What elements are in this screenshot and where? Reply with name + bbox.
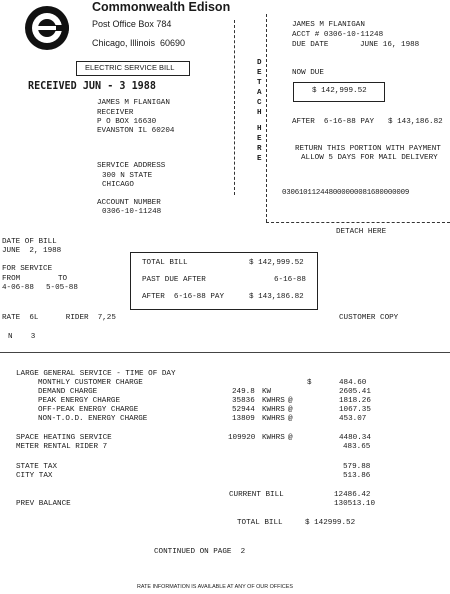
company-address-line2: Chicago, Illinois 60690: [92, 38, 186, 48]
stub-now-due-amount: $ 142,999.52: [312, 87, 367, 95]
summary-past-due-label: PAST DUE AFTER: [142, 276, 206, 284]
here-letter-r: R: [257, 145, 262, 153]
charge-row-label: PEAK ENERGY CHARGE: [38, 397, 121, 405]
summary-total-label: TOTAL BILL: [142, 259, 188, 267]
charge-row-flag: @: [288, 397, 293, 405]
charge-row-qty: 35836: [232, 397, 255, 405]
n-line: N 3: [8, 333, 36, 341]
meter-rental-amount: 483.65: [343, 443, 371, 451]
stub-return-line1: RETURN THIS PORTION WITH PAYMENT: [295, 145, 441, 153]
stub-due-date: JUNE 16, 1988: [360, 41, 420, 49]
charge-row-flag: $: [307, 379, 312, 387]
account-number: 0306-10-11248: [102, 208, 162, 216]
stub-after-label: AFTER 6-16-88 PAY: [292, 118, 375, 126]
charge-row-flag: @: [288, 406, 293, 414]
current-bill-amount: 12486.42: [334, 491, 371, 499]
meter-rental-label: METER RENTAL RIDER 7: [16, 443, 108, 451]
customer-line2: RECEIVER: [97, 109, 134, 117]
summary-total-value: $ 142,999.52: [249, 259, 304, 267]
stub-scan-line: 030610112448000000081680000009: [282, 189, 410, 197]
charge-row-label: MONTHLY CUSTOMER CHARGE: [38, 379, 143, 387]
detach-letter-d: D: [257, 59, 262, 67]
company-address-line1: Post Office Box 784: [92, 19, 172, 29]
bill-date: JUNE 2, 1988: [2, 247, 62, 255]
detach-letter-a: A: [257, 89, 262, 97]
summary-after-value: $ 143,186.82: [249, 293, 304, 301]
detach-vertical-line: [266, 14, 267, 222]
account-number-label: ACCOUNT NUMBER: [97, 199, 161, 207]
rate-line: RATE 6L RIDER 7,25: [2, 314, 116, 322]
here-letter-h: H: [257, 125, 262, 133]
detach-letter-c: C: [257, 99, 262, 107]
charge-row-label: DEMAND CHARGE: [38, 388, 98, 396]
service-header: LARGE GENERAL SERVICE - TIME OF DAY: [16, 370, 176, 378]
service-to-date: 5-05-88: [46, 284, 78, 292]
stub-name: JAMES M FLANIGAN: [292, 21, 365, 29]
charge-row-flag: @: [288, 415, 293, 423]
city-tax-label: CITY TAX: [16, 472, 53, 480]
detach-letter-t: T: [257, 79, 262, 87]
charge-row-amount: 2605.41: [339, 388, 371, 396]
customer-line3: P O BOX 16630: [97, 118, 157, 126]
prev-balance-amount: 130513.10: [334, 500, 376, 508]
space-heating-label: SPACE HEATING SERVICE: [16, 434, 112, 442]
here-letter-e2: E: [257, 155, 262, 163]
charge-row-unit: KW: [262, 388, 272, 396]
customer-name: JAMES M FLANIGAN: [97, 99, 170, 107]
service-from-label: FROM: [2, 275, 21, 283]
charge-row-qty: 52944: [232, 406, 255, 414]
summary-after-label: AFTER 6-16-88 PAY: [142, 293, 225, 301]
space-heating-qty: 109920: [228, 434, 256, 442]
customer-line4: EVANSTON IL 60204: [97, 127, 175, 135]
service-address-line1: 300 N STATE: [102, 172, 153, 180]
service-address-line2: CHICAGO: [102, 181, 134, 189]
detach-horizontal-line: [266, 222, 450, 223]
company-name: Commonwealth Edison: [92, 0, 231, 14]
current-bill-label: CURRENT BILL: [229, 491, 284, 499]
space-heating-amount: 4480.34: [339, 434, 371, 442]
bill-date-label: DATE OF BILL: [2, 238, 57, 246]
charge-row-qty: 13809: [232, 415, 255, 423]
charge-row-label: NON-T.O.D. ENERGY CHARGE: [38, 415, 148, 423]
charge-row-unit: KWHRS: [262, 415, 285, 423]
service-to-label: TO: [58, 275, 68, 283]
charge-row-unit: KWHRS: [262, 406, 285, 414]
bill-label: ELECTRIC SERVICE BILL: [85, 63, 175, 72]
charge-row-amount: 1067.35: [339, 406, 371, 414]
state-tax-amount: 579.88: [343, 463, 371, 471]
detach-left-marks: [234, 20, 235, 195]
here-letter-e: E: [257, 135, 262, 143]
footer-rate-info: RATE INFORMATION IS AVAILABLE AT ANY OF OUR OFFICES: [137, 584, 293, 590]
service-period-label: FOR SERVICE: [2, 265, 53, 273]
charge-row-amount: 484.60: [339, 379, 367, 387]
total-bill-label: TOTAL BILL: [237, 519, 283, 527]
stub-return-line2: ALLOW 5 DAYS FOR MAIL DELIVERY: [301, 154, 438, 162]
service-address-label: SERVICE ADDRESS: [97, 162, 166, 170]
detach-letter-h: H: [257, 109, 262, 117]
summary-past-due-value: 6-16-88: [274, 276, 306, 284]
stub-due-label: DUE DATE: [292, 41, 329, 49]
state-tax-label: STATE TAX: [16, 463, 58, 471]
detach-here-label: DETACH HERE: [336, 228, 387, 236]
city-tax-amount: 513.86: [343, 472, 371, 480]
charge-row-label: OFF-PEAK ENERGY CHARGE: [38, 406, 139, 414]
continued-label: CONTINUED ON PAGE 2: [154, 548, 246, 556]
space-heating-unit: KWHRS: [262, 434, 285, 442]
service-from-date: 4-06-88: [2, 284, 34, 292]
charge-row-amount: 453.07: [339, 415, 367, 423]
charge-row-amount: 1818.26: [339, 397, 371, 405]
stub-now-due-label: NOW DUE: [292, 69, 324, 77]
stub-after-amount: $ 143,186.82: [388, 118, 443, 126]
space-heating-flag: @: [288, 434, 293, 442]
prev-balance-label: PREV BALANCE: [16, 500, 71, 508]
company-logo: [25, 6, 69, 50]
charge-row-unit: KWHRS: [262, 397, 285, 405]
detach-letter-e: E: [257, 69, 262, 77]
total-bill-amount: $ 142999.52: [305, 519, 356, 527]
charge-row-qty: 249.8: [232, 388, 255, 396]
section-divider: [0, 352, 450, 353]
stub-account: ACCT # 0306-10-11248: [292, 31, 384, 39]
received-stamp: RECEIVED JUN - 3 1988: [28, 79, 156, 92]
customer-copy-label: CUSTOMER COPY: [339, 314, 399, 322]
